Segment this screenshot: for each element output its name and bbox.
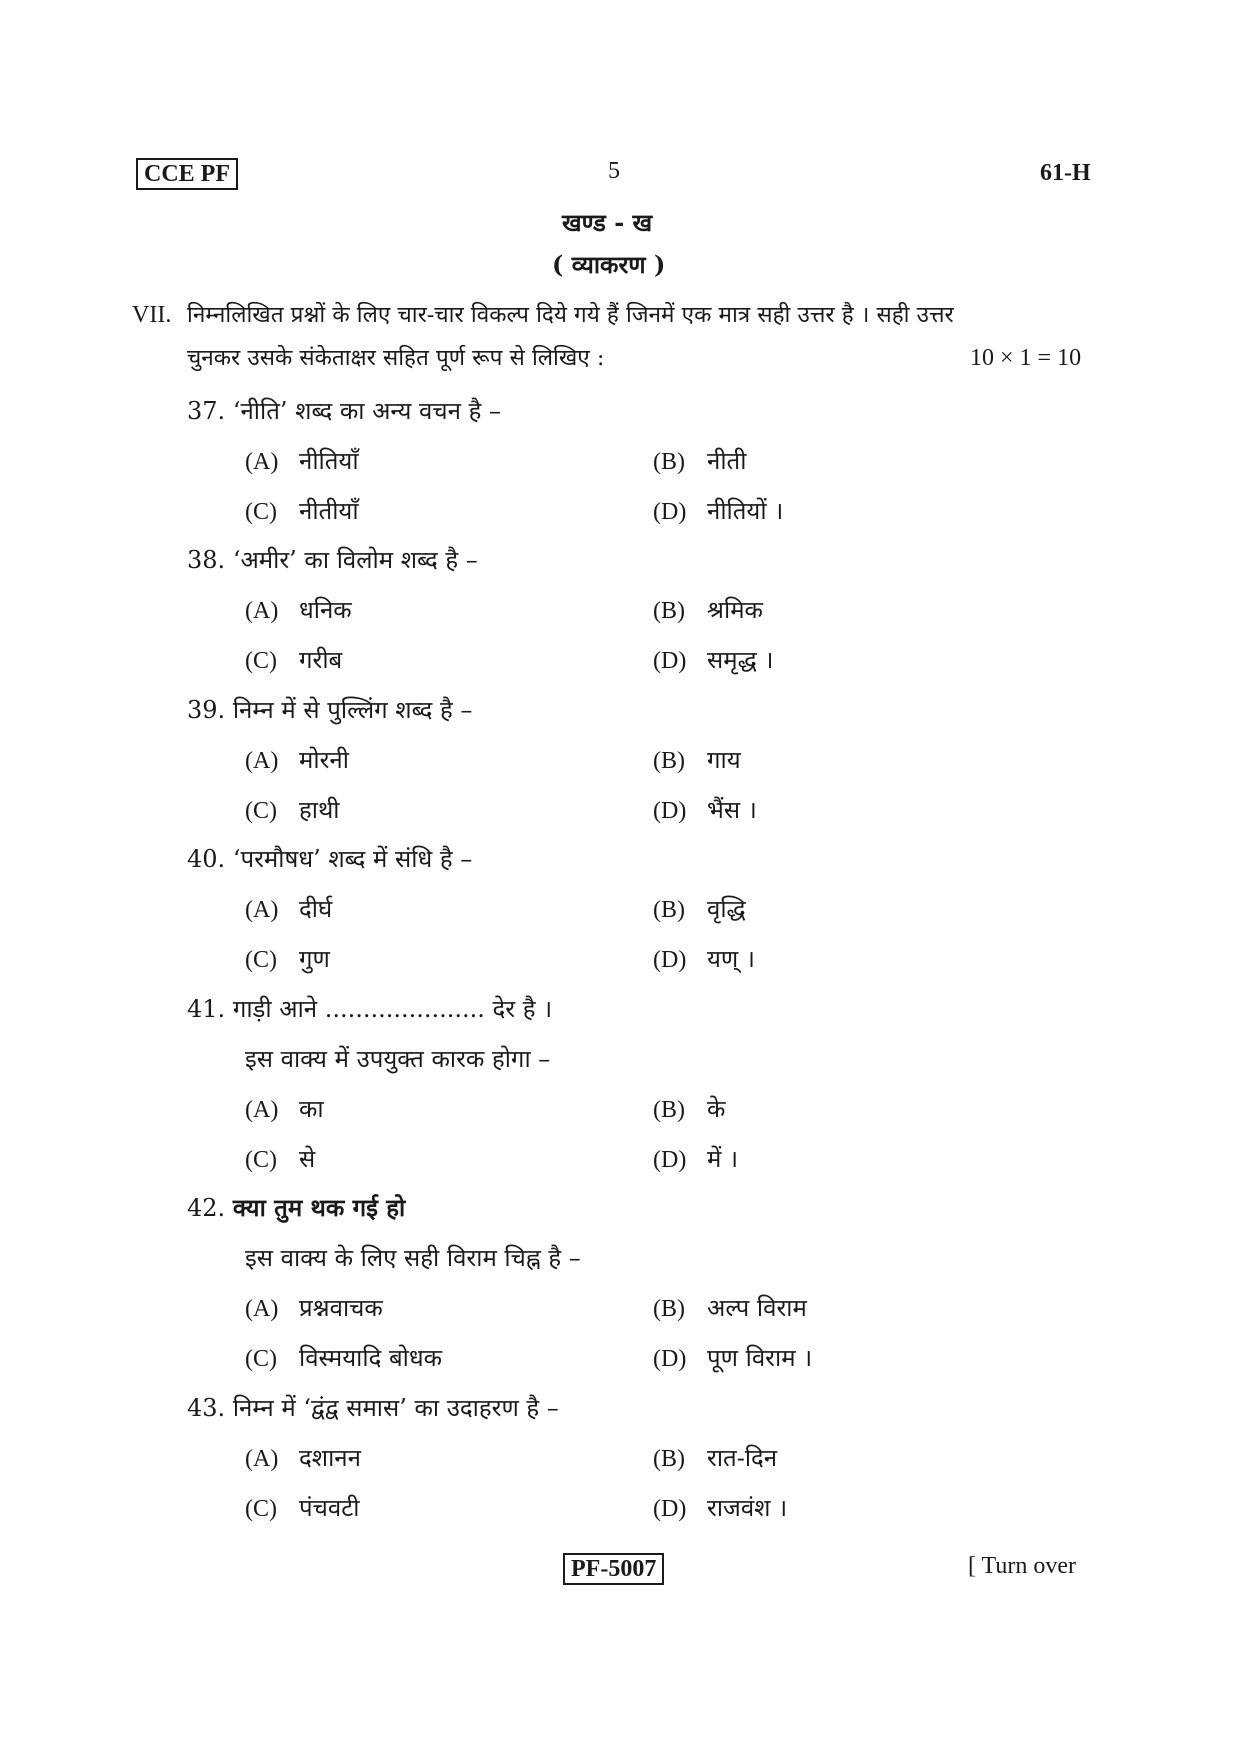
option-41-d: (D) में । [653,1145,739,1173]
marks-allocation: 10 × 1 = 10 [970,345,1082,371]
question-42-subtext: इस वाक्य के लिए सही विराम चिह्न है – [245,1244,581,1272]
turn-over-note: [ Turn over [968,1553,1077,1579]
question-41 [187,994,552,1024]
option-37-a: (A) नीतियाँ [245,447,359,475]
question-39 [187,695,472,725]
question-number: 39. [187,696,226,724]
question-43 [187,1393,559,1423]
question-text: गाड़ी आने ..................... देर है । [232,995,553,1023]
question-text: ‘अमीर’ का विलोम शब्द है – [232,546,478,574]
page-number: 5 [608,158,620,184]
option-40-d: (D) यण् । [653,945,755,973]
option-38-a: (A) धनिक [245,596,352,624]
option-38-c: (C) गरीब [245,646,343,674]
section-subtitle: ( व्याकरण ) [552,250,666,279]
question-number: 43. [187,1394,226,1422]
instruction-line-2: चुनकर उसके संकेताक्षर सहित पूर्ण रूप से लिखिए : [187,345,605,371]
option-39-c: (C) हाथी [245,796,340,824]
option-42-b: (B) अल्प विराम [653,1294,807,1322]
question-number: 41. [187,995,226,1023]
question-text: क्या तुम थक गई हो [232,1193,406,1222]
paper-code-box: CCE PF [136,158,238,190]
option-42-c: (C) विस्मयादि बोधक [245,1344,443,1372]
option-37-d: (D) नीतियों । [653,497,784,525]
option-43-b: (B) रात-दिन [653,1444,778,1472]
option-42-d: (D) पूण विराम । [653,1344,813,1372]
option-37-c: (C) नीतीयाँ [245,497,359,525]
question-text: निम्न में से पुल्लिंग शब्द है – [232,696,473,724]
question-group-number: VII. [132,302,172,328]
option-41-b: (B) के [653,1095,726,1123]
question-number: 38. [187,546,226,574]
option-43-d: (D) राजवंश । [653,1494,788,1522]
option-40-b: (B) वृद्धि [653,895,746,923]
option-38-b: (B) श्रमिक [653,596,763,624]
question-40 [187,844,472,874]
question-42 [187,1193,405,1223]
question-number: 42. [187,1194,226,1222]
option-42-a: (A) प्रश्नवाचक [245,1294,383,1322]
question-text: ‘नीति’ शब्द का अन्य वचन है – [232,397,501,425]
option-43-a: (A) दशानन [245,1444,361,1472]
question-41-subtext: इस वाक्य में उपयुक्त कारक होगा – [245,1045,551,1073]
question-text: निम्न में ‘द्वंद्व समास’ का उदाहरण है – [232,1394,559,1422]
option-39-a: (A) मोरनी [245,746,349,774]
instruction-line-1: निम्नलिखित प्रश्नों के लिए चार-चार विकल्प दिये गये हैं जिनमें एक मात्र सही उत्तर है । सही उत्तर [187,302,954,328]
question-number: 37. [187,397,226,425]
option-38-d: (D) समृद्ध । [653,646,774,674]
option-41-a: (A) का [245,1095,324,1123]
option-39-b: (B) गाय [653,746,741,774]
question-number: 40. [187,845,226,873]
option-37-b: (B) नीती [653,447,747,475]
question-38 [187,545,478,575]
option-40-c: (C) गुण [245,945,330,973]
booklet-code-box: PF-5007 [563,1553,664,1585]
question-text: ‘परमौषध’ शब्द में संधि है – [232,845,473,873]
option-41-c: (C) से [245,1145,316,1173]
option-39-d: (D) भैंस । [653,796,757,824]
question-37 [187,396,501,426]
option-43-c: (C) पंचवटी [245,1494,360,1522]
option-40-a: (A) दीर्घ [245,895,333,923]
section-title: खण्ड - ख [562,208,653,237]
subject-code: 61-H [1040,160,1091,186]
